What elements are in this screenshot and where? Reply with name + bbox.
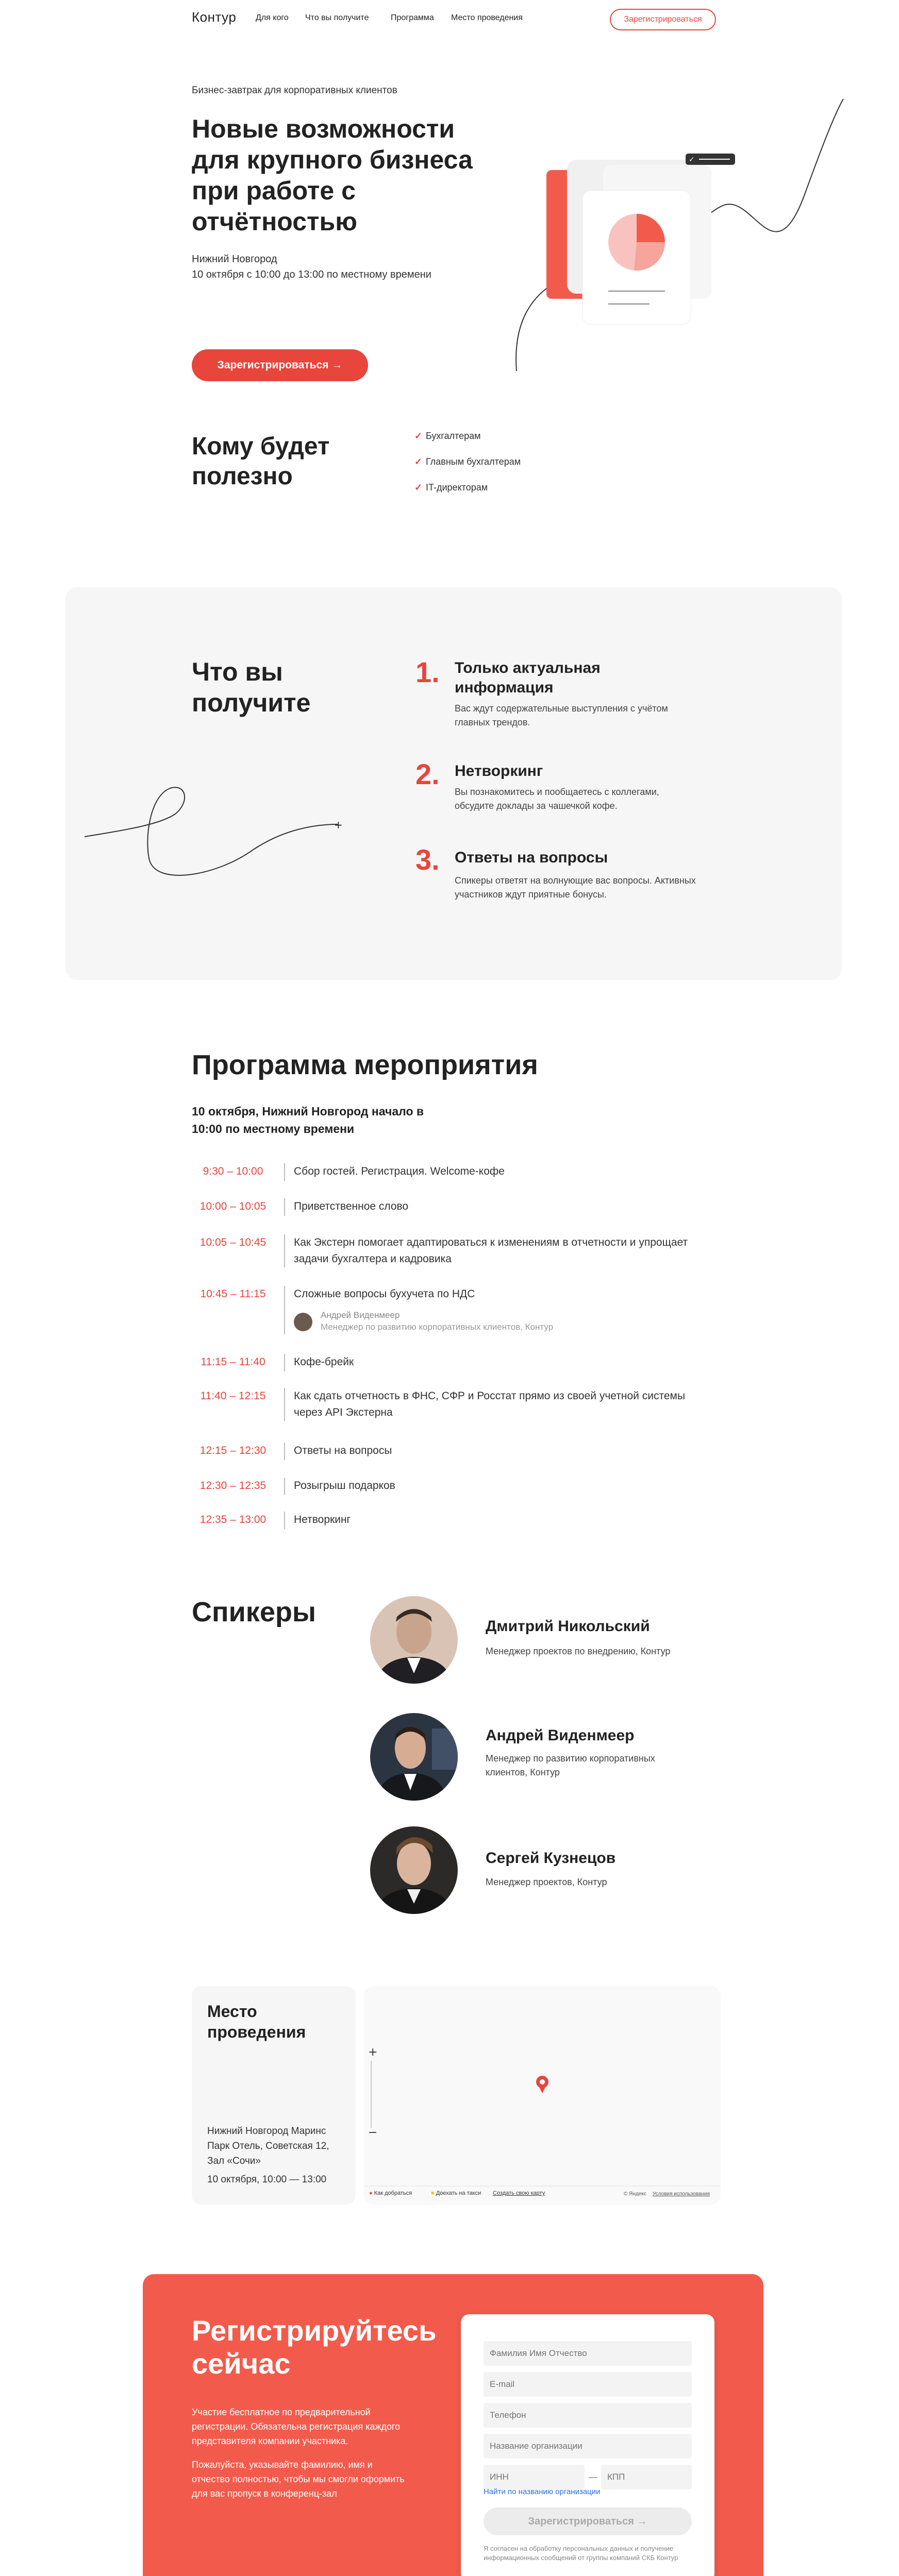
map-zoom-in-button[interactable]: +	[368, 2046, 378, 2059]
hero-datetime: 10 октября с 10:00 до 13:00 по местному времени	[192, 269, 431, 280]
speaker-photo	[370, 1713, 458, 1801]
map-route-link[interactable]: ● Как добраться	[369, 2190, 412, 2196]
program-time: 11:40 – 12:15	[200, 1390, 266, 1402]
speaker-name: Андрей Виденмеер	[486, 1727, 635, 1744]
program-activity: Ответы на вопросы	[294, 1445, 392, 1456]
check-icon: ✓	[414, 482, 423, 493]
speaker-name: Дмитрий Никольский	[486, 1618, 650, 1635]
register-text: Пожалуйста, указывайте фамилию, имя и отчество полностью, чтобы мы смогли оформить для вас пропуск в конференц-зал	[192, 2460, 405, 2499]
benefit-text: Вы познакомитесь и пообщаетесь с коллегами, обсудите доклады за чашечкой кофе.	[455, 787, 659, 811]
email-field[interactable]	[484, 2372, 692, 2397]
timeline-divider	[284, 1286, 285, 1334]
map-copyright: © Яндекс	[624, 2191, 646, 2197]
kpp-field[interactable]	[601, 2465, 692, 2489]
hero-place	[192, 251, 431, 282]
header-register-button[interactable]: Зарегистрироваться	[610, 9, 716, 30]
phone-field[interactable]	[484, 2403, 692, 2428]
hero-register-button[interactable]: Зарегистрироваться →	[192, 349, 368, 381]
speaker-photo	[370, 1596, 458, 1684]
inn-kpp-dash: —	[589, 2472, 597, 2482]
consent-text: Я согласен на обработку персональных данных и получение информационных сообщений от группы компаний СКБ Контур	[484, 2545, 678, 2562]
timeline-divider	[284, 1512, 285, 1529]
program-activity: Как сдать отчетность в ФНС, СФР и Росстат прямо из своей учетной системы через API Экстерна	[294, 1390, 686, 1418]
timeline-divider	[284, 1443, 285, 1460]
program-time: 10:45 – 11:15	[200, 1288, 266, 1300]
benefit-number: 1.	[415, 656, 440, 688]
who-item: ✓ Главным бухгалтерам	[414, 456, 521, 467]
map-terms-link[interactable]: Условия использования	[653, 2191, 710, 2197]
find-by-name-link[interactable]: Найти по названию организации	[484, 2487, 601, 2496]
timeline-divider	[284, 1354, 285, 1371]
timeline-divider	[284, 1163, 285, 1181]
program-activity: Как Экстерн помогает адаптироваться к изменениям в отчетности и упрощает задачи бухгалтера и кадровика	[294, 1236, 688, 1265]
program-time: 12:35 – 13:00	[199, 1514, 267, 1526]
benefit-title: Нетворкинг	[455, 762, 543, 779]
hero-city: Нижний Новгород	[192, 253, 277, 265]
register-text: Участие бесплатное по предварительной регистрации. Обязательна регистрация каждого представителя компании участника.	[192, 2407, 401, 2446]
program-activity: Нетворкинг	[294, 1514, 351, 1526]
nav-for-whom[interactable]: Для кого	[256, 13, 289, 22]
name-field[interactable]	[484, 2341, 692, 2366]
pin-icon: ●	[369, 2190, 373, 2196]
venue-title: Место проведения	[207, 2002, 306, 2041]
speaker-role: Менеджер по развитию корпоративных клиентов, Контур	[486, 1753, 655, 1777]
program-time: 9:30 – 10:00	[203, 1165, 263, 1177]
speaker-role: Менеджер проектов по внедрению, Контур	[486, 1646, 671, 1656]
program-activity: Сложные вопросы бухучета по НДС	[294, 1288, 475, 1300]
program-speaker-name: Андрей Виденмеер	[321, 1310, 400, 1320]
benefit-number: 2.	[415, 758, 440, 790]
nav-what-you-get[interactable]: Что вы получите	[305, 13, 369, 22]
timeline-divider	[284, 1198, 285, 1216]
venue-time: 10 октября, 10:00 — 13:00	[207, 2174, 327, 2185]
map-taxi-link[interactable]: ■ Доехать на такси	[431, 2190, 481, 2196]
nav-program[interactable]: Программа	[391, 13, 434, 22]
timeline-divider	[284, 1234, 285, 1267]
benefit-text: Спикеры ответят на волнующие вас вопросы. Активных участников ждут приятные бонусы.	[455, 875, 696, 900]
venue-address: Нижний Новгород Маринс Парк Отель, Советская 12, Зал «Сочи»	[207, 2126, 329, 2166]
scribble-decoration	[82, 773, 351, 896]
who-item: ✓ Бухгалтерам	[414, 431, 481, 441]
benefit-number: 3.	[415, 843, 440, 876]
svg-text:+: +	[334, 819, 343, 831]
program-subtitle: 10 октября, Нижний Новгород начало в 10:00 по местному времени	[192, 1105, 424, 1136]
program-title: Программа мероприятия	[192, 1049, 538, 1080]
hero-eyebrow: Бизнес-завтрак для корпоративных клиентов	[192, 85, 397, 96]
benefit-title: Только актуальная информация	[455, 659, 601, 696]
logo[interactable]: Контур	[192, 9, 237, 25]
hero-illustration	[495, 93, 856, 381]
register-title: Регистрируйтесь сейчас	[192, 2314, 437, 2380]
check-icon: ✓	[414, 431, 423, 441]
program-time: 12:15 – 12:30	[199, 1445, 267, 1456]
speaker-photo	[370, 1826, 458, 1914]
program-activity: Приветственное слово	[294, 1200, 409, 1212]
program-activity: Сбор гостей. Регистрация. Welcome-кофе	[294, 1165, 505, 1177]
map-canvas[interactable]	[364, 1986, 721, 2205]
submit-button[interactable]: Зарегистрироваться →	[484, 2507, 692, 2535]
speakers-title: Спикеры	[192, 1597, 316, 1628]
timeline-divider	[284, 1478, 285, 1495]
check-icon: ✓	[414, 456, 423, 467]
map[interactable]	[364, 1986, 721, 2205]
benefit-text: Вас ждут содержательные выступления с учётом главных трендов.	[455, 703, 668, 727]
program-activity: Розыгрыш подарков	[294, 1480, 395, 1492]
program-time: 10:00 – 10:05	[199, 1200, 267, 1212]
avatar	[294, 1313, 312, 1331]
benefits-title: Что вы получите	[192, 657, 311, 717]
map-zoom-out-button[interactable]: −	[368, 2126, 378, 2139]
taxi-icon: ■	[431, 2190, 435, 2196]
map-create-link[interactable]: Создать свою карту	[493, 2190, 545, 2196]
who-title: Кому будет полезно	[192, 433, 330, 490]
benefit-title: Ответы на вопросы	[455, 849, 608, 866]
speaker-name: Сергей Кузнецов	[486, 1850, 616, 1867]
speaker-role: Менеджер проектов, Контур	[486, 1877, 607, 1887]
program-time: 11:15 – 11:40	[201, 1356, 265, 1368]
nav-venue[interactable]: Место проведения	[451, 13, 523, 22]
svg-text:✓: ✓	[689, 156, 695, 164]
program-time: 10:05 – 10:45	[199, 1236, 267, 1248]
inn-field[interactable]	[484, 2465, 585, 2489]
organization-field[interactable]	[484, 2434, 692, 2459]
program-speaker-role: Менеджер по развитию корпоративных клиентов, Контур	[321, 1322, 554, 1332]
hero-title: Новые возможности для крупного бизнеса при работе с отчётностью	[192, 114, 473, 236]
program-activity: Кофе-брейк	[294, 1356, 354, 1368]
timeline-divider	[284, 1388, 285, 1421]
program-time: 12:30 – 12:35	[199, 1480, 267, 1492]
who-item: ✓ IT-директорам	[414, 482, 488, 493]
